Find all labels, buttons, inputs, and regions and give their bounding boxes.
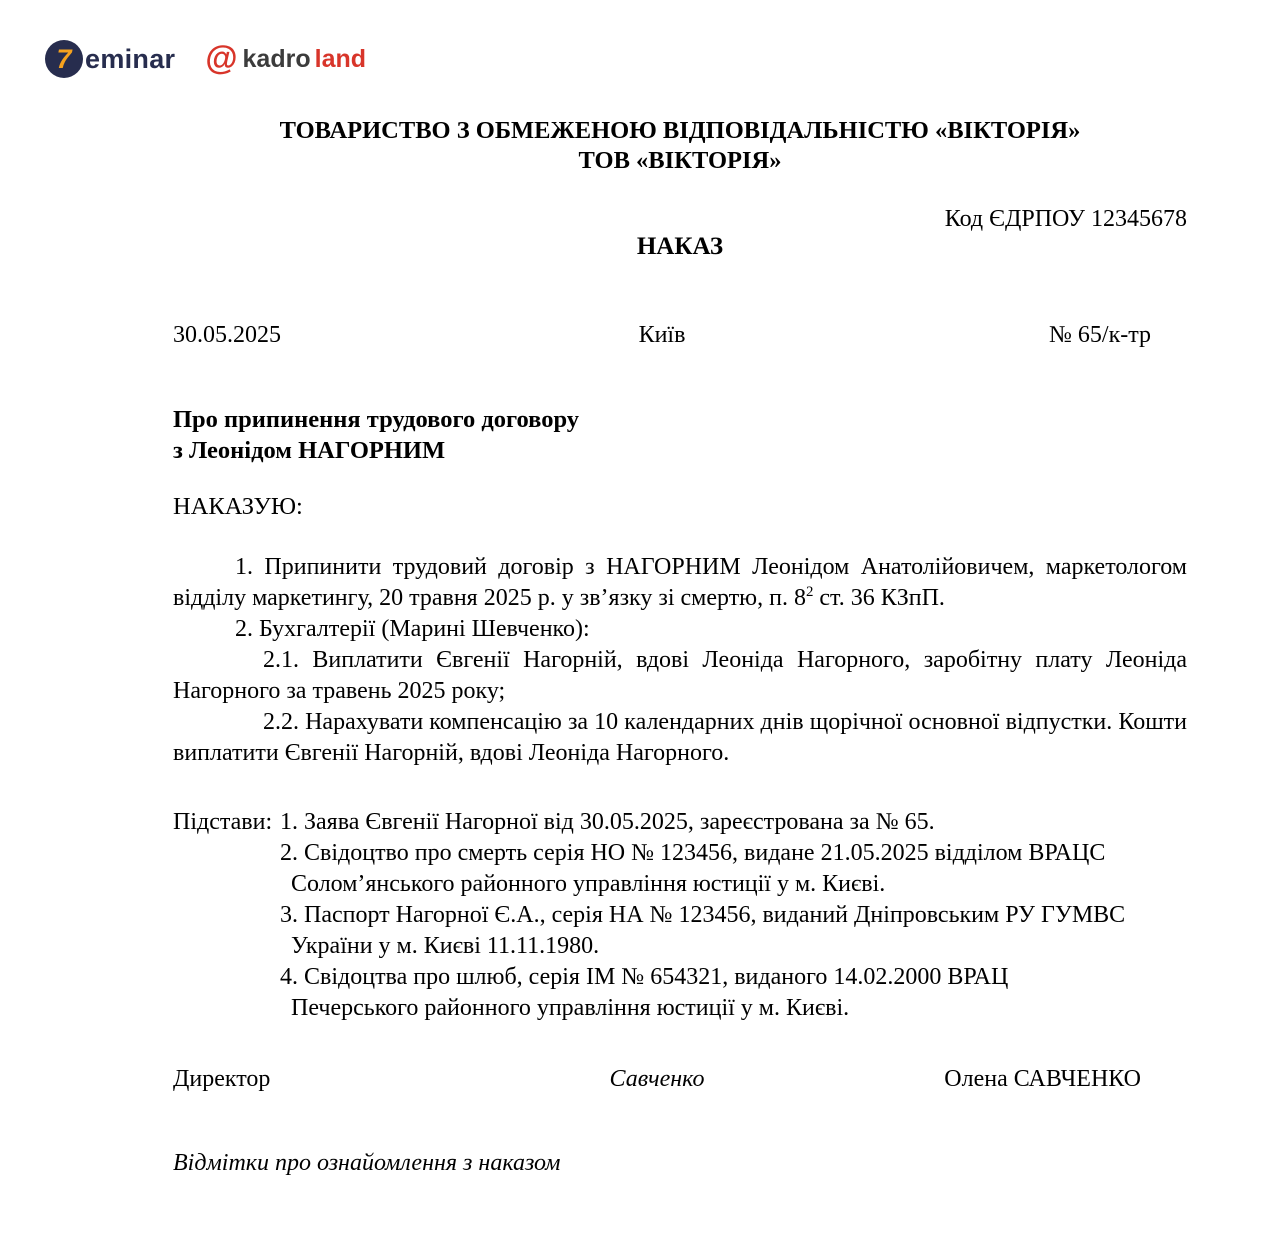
superscript-2: 2	[805, 584, 814, 600]
edrpou-code: Код ЄДРПОУ 12345678	[944, 206, 1187, 232]
grounds-item-1-line-1: 1. Заява Євгенії Нагорної від 30.05.2025, зареєстрована за № 65.	[280, 809, 935, 835]
order-date: 30.05.2025	[173, 322, 281, 348]
doc-type-heading: НАКАЗ	[636, 233, 724, 260]
grounds-item-4-line-1: 4. Свідоцтва про шлюб, серія ІМ № 654321, виданого 14.02.2000 ВРАЦ	[280, 964, 1009, 990]
signature-row	[173, 1066, 1187, 1093]
order-city: Київ	[638, 322, 686, 348]
logo-kadroland	[205, 39, 367, 76]
order-item-2-1: 2.1. Виплатити Євгенії Нагорній, вдові Леоніда Нагорного, заробітну плату Леоніда Нагорного за травень 2025 року;	[173, 647, 1187, 704]
directive-label: НАКАЗУЮ:	[173, 493, 303, 520]
order-item-1	[173, 552, 1187, 614]
grounds-list	[280, 807, 1187, 1024]
grounds-item-3-line-2: України у м. Києві 11.11.1980.	[291, 933, 600, 959]
logo-7eminar-text: eminar	[85, 43, 176, 74]
company-title-line2: ТОВ «ВІКТОРІЯ»	[578, 147, 782, 174]
kadroland-at-icon: @	[205, 39, 238, 76]
grounds-label: Підстави:	[173, 809, 273, 835]
signature-handwritten: Савченко	[609, 1066, 705, 1092]
order-item-2-2: 2.2. Нарахувати компенсацію за 10 календарних днів щорічної основної відпустки. Кошти виплатити Євгенії Нагорній, вдові Леоніда Нагорного.	[173, 709, 1187, 766]
logo-7eminar	[45, 40, 175, 78]
date-row	[173, 322, 1187, 349]
header-logos	[45, 40, 366, 78]
order-item-1-tail: ст. 36 КЗпП.	[813, 585, 945, 611]
order-items	[173, 552, 1187, 769]
company-title	[173, 116, 1187, 176]
order-item-1-text: 1. Припинити трудовий договір з НАГОРНИМ Леонідом Анатолійовичем, маркетологом відділу маркетингу, 20 травня 2025 р. у зв’язку зі смертю, п. 8	[173, 554, 1187, 611]
kadroland-text-land: land	[314, 44, 367, 73]
grounds-item-2-line-2: Солом’янського районного управління юстиції у м. Києві.	[291, 871, 886, 897]
order-subject	[173, 404, 1187, 466]
signature-name: Олена САВЧЕНКО	[944, 1066, 1142, 1092]
subject-line1: Про припинення трудового договору	[173, 406, 579, 433]
company-title-line1: ТОВАРИСТВО З ОБМЕЖЕНОЮ ВІДПОВІДАЛЬНІСТЮ «ВІКТОРІЯ»	[279, 117, 1081, 144]
seven-circle-icon: 7	[45, 40, 83, 78]
grounds-item-4-line-2: Печерського районного управління юстиції у м. Києві.	[291, 995, 850, 1021]
signature-position: Директор	[173, 1066, 271, 1092]
order-number: № 65/к-тр	[1049, 322, 1151, 348]
familiarization-note: Відмітки про ознайомлення з наказом	[173, 1150, 561, 1176]
grounds-section	[173, 807, 1187, 1024]
grounds-item-3-line-1: 3. Паспорт Нагорної Є.А., серія НА № 123456, виданий Дніпровським РУ ГУМВС	[280, 902, 1126, 928]
order-item-2: 2. Бухгалтерії (Марині Шевченко):	[235, 616, 590, 642]
grounds-item-2-line-1: 2. Свідоцтво про смерть серія НО № 123456, видане 21.05.2025 відділом ВРАЦС	[280, 840, 1106, 866]
subject-line2: з Леонідом НАГОРНИМ	[173, 437, 446, 464]
kadroland-text-kadro: kadro	[242, 44, 311, 73]
